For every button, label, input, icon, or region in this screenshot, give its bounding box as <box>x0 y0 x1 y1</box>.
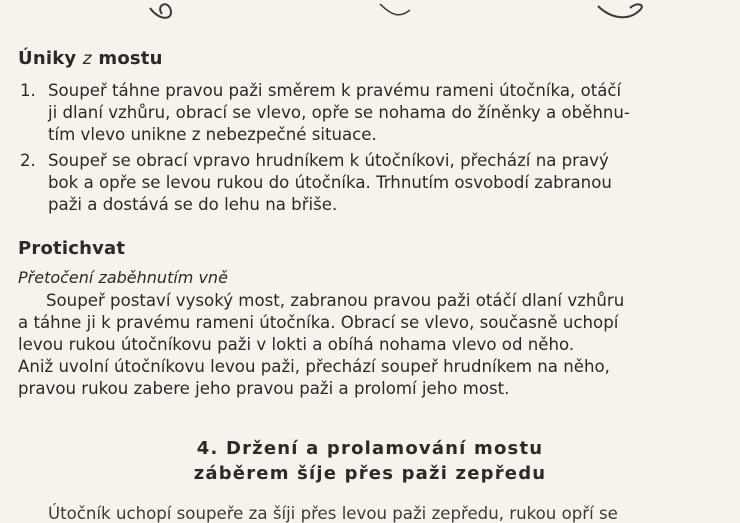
heading-small-word: z <box>82 49 92 69</box>
list-number: 2. <box>20 151 36 170</box>
text-line: levou rukou útočníkovu paži v lokti a obíhá nohama vlevo od něho. <box>18 335 575 354</box>
text-line: Aniž uvolní útočníkovu levou paži, přechází soupeř hrudníkem na něho, <box>18 357 610 376</box>
text-line: bok a opře se levou rukou do útočníka. Trhnutím osvobodí zabranou <box>48 173 612 192</box>
section-heading-escapes <box>18 48 163 69</box>
section-title-4 <box>0 436 740 486</box>
heading-word: Úniky <box>18 48 77 69</box>
text-line: ji dlaní vzhůru, obrací se vlevo, opře se nohama do žíněnky a oběhnu- <box>48 103 630 122</box>
heading-word-end: mostu <box>98 48 163 69</box>
text-line: paži a dostává se do lehu na břiše. <box>48 195 338 214</box>
text-line: Soupeř se obrací vpravo hrudníkem k útočníkovi, přechází na pravý <box>48 151 609 170</box>
section-title-line: 4. Držení a prolamování mostu <box>196 438 544 459</box>
paragraph-counter <box>18 290 718 400</box>
text-line: Soupeř postaví vysoký most, zabranou pravou paži otáčí dlaní vzhůru <box>46 291 625 310</box>
text-line: a táhne ji k pravému rameni útočníka. Obrací se vlevo, současně uchopí <box>18 313 619 332</box>
handwritten-scribble <box>0 0 740 30</box>
partial-text-line: Útočník uchopí soupeře za šíji přes levou paži zepředu, rukou opří se <box>48 504 618 523</box>
list-number: 1. <box>20 81 36 100</box>
subheading-technique: Přetočení zaběhnutím vně <box>18 268 228 287</box>
text-line: pravou rukou zabere jeho pravou paži a prolomí jeho most. <box>18 379 510 398</box>
text-line: Soupeř táhne pravou paži směrem k pravému rameni útočníka, otáčí <box>48 81 622 100</box>
section-title-line: záběrem šíje přes paži zepředu <box>193 463 547 484</box>
text-line: tím vlevo unikne z nebezpečné situace. <box>48 125 377 144</box>
section-heading-counter: Protichvat <box>18 238 126 259</box>
